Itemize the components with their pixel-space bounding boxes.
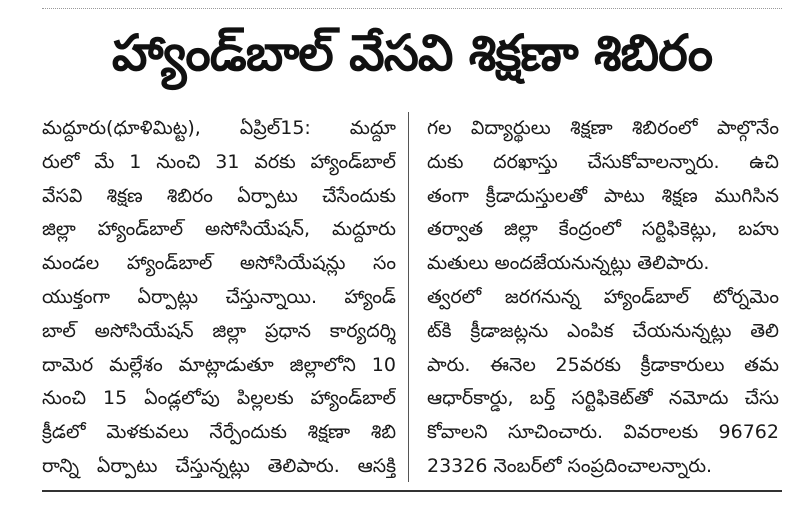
text-line: ఆధార్‌కార్డు, బర్త్ సర్టిఫికెట్‌తో నమోదు చేసు: [427, 387, 779, 410]
right-column: [413, 112, 779, 482]
text-line: బాల్ అసోసియేషన్ జిల్లా ప్రధాన కార్యదర్శి: [42, 319, 396, 342]
bottom-rule: [42, 490, 782, 492]
text-line: పారు. ఈనెల 25వరకు క్రీడాకారులు తమ: [427, 353, 779, 376]
text-line: తంగా క్రీడాదుస్తులతో పాటు శిక్షణ ముగిసిన: [427, 184, 779, 207]
text-line: రులో మే 1 నుంచి 31 వరకు హ్యాండ్‌బాల్: [42, 150, 396, 173]
text-line: ట్‌కి క్రీడాజట్లను ఎంపిక చేయనున్నట్లు తెలి: [427, 319, 779, 342]
text-line: 23326 నెంబర్‌లో సంప్రదించాలన్నారు.: [427, 454, 713, 477]
text-line: కోవాలని సూచించారు. వివరాలకు 96762: [427, 421, 779, 444]
top-rule: [42, 8, 782, 9]
text-line: యుక్తంగా ఏర్పాట్లు చేస్తున్నాయి. హ్యాండ్: [42, 285, 396, 308]
text-line: రాన్ని ఏర్పాటు చేస్తున్నట్లు తెలిపారు. ఆసక్తి: [42, 454, 396, 477]
column-divider: [408, 112, 409, 482]
text-line: జిల్లా హ్యాండ్‌బాల్ అసోసియేషన్, మద్దూరు: [42, 218, 396, 241]
article-body: [42, 112, 782, 482]
text-line: నుంచి 15 ఏండ్లలోపు పిల్లలకు హ్యాండ్‌బాల్: [42, 387, 396, 410]
text-line: మతులు అందజేయనున్నట్లు తెలిపారు.: [427, 252, 710, 275]
text-line: తర్వాత జిల్లా కేంద్రంలో సర్టిఫికెట్లు, బహు: [427, 218, 779, 241]
text-line: గల విద్యార్థులు శిక్షణా శిబిరంలో పాల్గొనేం: [427, 117, 779, 139]
text-line: మండల హ్యాండ్‌బాల్ అసోసియేషన్లు సం: [42, 252, 396, 275]
text-line: త్వరలో జరగనున్న హ్యాండ్‌బాల్ టోర్నమెం: [427, 285, 779, 308]
article-headline: హ్యాండ్‌బాల్ వేసవి శిక్షణా శిబిరం: [111, 23, 713, 82]
text-line: మద్దూరు(ధూళిమిట్ట), ఏప్రిల్15: మద్దూ: [42, 117, 396, 139]
text-line: క్రీడలో మెళకువలు నేర్పేందుకు శిక్షణా శిబి: [42, 421, 396, 444]
text-line: దామెర మల్లేశం మాట్లాడుతూ జిల్లాలోని 10: [42, 353, 396, 376]
left-column: [42, 112, 408, 482]
text-line: దుకు దరఖాస్తు చేసుకోవాలన్నారు. ఉచి: [427, 150, 779, 173]
text-line: వేసవి శిక్షణ శిబిరం ఏర్పాటు చేసేందుకు: [42, 184, 396, 207]
